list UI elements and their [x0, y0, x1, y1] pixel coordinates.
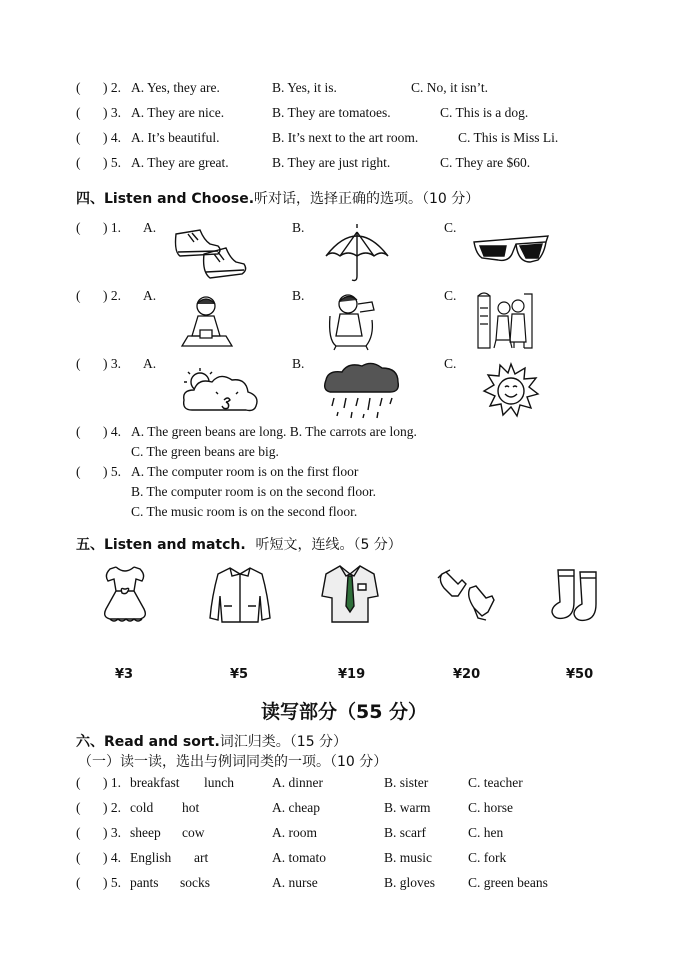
dress-picture[interactable] [96, 563, 154, 625]
option-a: A. cheap [272, 800, 320, 815]
answer-bracket[interactable]: ( [76, 155, 81, 170]
option-c: C. horse [468, 800, 513, 815]
question-number: ) 4. [103, 850, 121, 865]
option-b-label: B. [292, 220, 305, 235]
option-a-label: A. [143, 288, 157, 303]
section-4-title-cn: 听对话，选择正确的选项。（10 分） [254, 191, 480, 207]
example-word-2: hot [182, 800, 200, 815]
option-c-label: C. [444, 356, 457, 371]
shirt-picture[interactable] [320, 562, 380, 626]
question-number: ) 3. [103, 356, 121, 371]
option-c: C. This is a dog. [440, 105, 529, 120]
option-b: B. Yes, it is. [272, 80, 337, 95]
question-number: ) 3. [103, 105, 121, 120]
option-c: C. They are $60. [440, 155, 531, 170]
answer-bracket[interactable]: ( [76, 800, 81, 815]
example-word-2: socks [180, 875, 210, 890]
section-6-title-en: 六、Read and sort. [76, 734, 220, 750]
option-c: C. fork [468, 850, 507, 865]
question-number: ) 4. [103, 130, 121, 145]
option-c: C. No, it isn’t. [411, 80, 489, 95]
section-4-heading [76, 188, 479, 208]
option-b-label: B. [292, 288, 305, 303]
section-5-title-cn: 听短文，连线。（5 分） [255, 537, 402, 553]
option-a: A. They are great. [131, 155, 229, 170]
example-word-1: sheep [130, 825, 161, 840]
option-c: C. green beans [468, 875, 548, 890]
price-5[interactable]: ¥5 [230, 667, 249, 682]
answer-bracket[interactable]: ( [76, 850, 81, 865]
option-a: A. It’s beautiful. [131, 130, 220, 145]
section-6-subheading: （一）读一读，选出与例词同类的一项。（10 分） [78, 754, 388, 770]
option-c: C. This is Miss Li. [458, 130, 559, 145]
example-word-1: pants [130, 875, 159, 890]
question-number: ) 5. [103, 875, 121, 890]
price-50[interactable]: ¥50 [566, 667, 594, 682]
answer-bracket[interactable]: ( [76, 288, 81, 303]
example-word-1: English [130, 850, 172, 865]
option-a: A. tomato [272, 850, 326, 865]
sunny-picture[interactable] [482, 362, 540, 420]
question-number: ) 2. [103, 80, 121, 95]
part-title: 读写部分（55 分） [260, 701, 428, 723]
section-5-heading [76, 534, 402, 554]
answer-bracket[interactable]: ( [76, 775, 81, 790]
question-number: ) 5. [103, 464, 121, 479]
option-a: A. room [272, 825, 317, 840]
section-5-title-en: 五、Listen and match. [76, 537, 246, 553]
kids-at-door-picture[interactable] [474, 290, 534, 352]
price-20[interactable]: ¥20 [453, 667, 481, 682]
socks-picture[interactable] [550, 566, 606, 626]
question-number: ) 4. [103, 424, 121, 439]
option-a: A. dinner [272, 775, 323, 790]
option-b: B. gloves [384, 875, 436, 890]
option-a: A. nurse [272, 875, 318, 890]
options-line-1: A. The computer room is on the first floor [131, 464, 359, 479]
option-b: B. scarf [384, 825, 426, 840]
sunglasses-picture[interactable] [472, 232, 550, 274]
answer-bracket[interactable]: ( [76, 825, 81, 840]
option-b: B. sister [384, 775, 429, 790]
answer-bracket[interactable]: ( [76, 220, 81, 235]
options-line-3: C. The music room is on the second floor. [131, 504, 358, 519]
option-a-label: A. [143, 220, 157, 235]
answer-bracket[interactable]: ( [76, 875, 81, 890]
example-word-2: cow [182, 825, 205, 840]
option-a: A. They are nice. [131, 105, 225, 120]
options-line-2: B. The computer room is on the second floor. [131, 484, 376, 499]
option-b: B. warm [384, 800, 431, 815]
option-b: B. They are just right. [272, 155, 391, 170]
cloudy-picture[interactable] [176, 366, 262, 416]
example-word-1: cold [130, 800, 154, 815]
gloves-picture[interactable] [436, 570, 496, 622]
boy-resting-picture[interactable] [326, 290, 380, 352]
option-b-label: B. [292, 356, 305, 371]
option-c-label: C. [444, 220, 457, 235]
answer-bracket[interactable]: ( [76, 424, 81, 439]
option-b: B. music [384, 850, 433, 865]
options-line-1: A. The green beans are long. B. The carrots are long. [131, 424, 417, 439]
option-c: C. hen [468, 825, 504, 840]
sneakers-picture[interactable] [170, 224, 250, 284]
jacket-picture[interactable] [206, 566, 274, 626]
question-number: ) 3. [103, 825, 121, 840]
question-number: ) 1. [103, 220, 121, 235]
question-number: ) 1. [103, 775, 121, 790]
answer-bracket[interactable]: ( [76, 356, 81, 371]
question-number: ) 2. [103, 800, 121, 815]
answer-bracket[interactable]: ( [76, 80, 81, 95]
option-a-label: A. [143, 356, 157, 371]
example-word-2: lunch [204, 775, 234, 790]
rainy-picture[interactable] [320, 362, 402, 422]
option-b: B. It’s next to the art room. [272, 130, 419, 145]
option-c: C. teacher [468, 775, 523, 790]
price-3[interactable]: ¥3 [115, 667, 134, 682]
answer-bracket[interactable]: ( [76, 105, 81, 120]
section-6-heading [76, 731, 347, 751]
answer-bracket[interactable]: ( [76, 130, 81, 145]
section-4-title-en: 四、Listen and Choose. [76, 191, 255, 207]
umbrella-picture[interactable] [322, 222, 392, 284]
question-number: ) 5. [103, 155, 121, 170]
option-a: A. Yes, they are. [131, 80, 220, 95]
option-c-label: C. [444, 288, 457, 303]
question-number: ) 2. [103, 288, 121, 303]
options-line-2: C. The green beans are big. [131, 444, 279, 459]
option-b: B. They are tomatoes. [272, 105, 391, 120]
price-19[interactable]: ¥19 [338, 667, 366, 682]
example-word-1: breakfast [130, 775, 180, 790]
boy-reading-picture[interactable] [178, 292, 238, 352]
answer-bracket[interactable]: ( [76, 464, 81, 479]
example-word-2: art [194, 850, 209, 865]
section-6-title-cn: 词汇归类。（15 分） [219, 734, 348, 750]
